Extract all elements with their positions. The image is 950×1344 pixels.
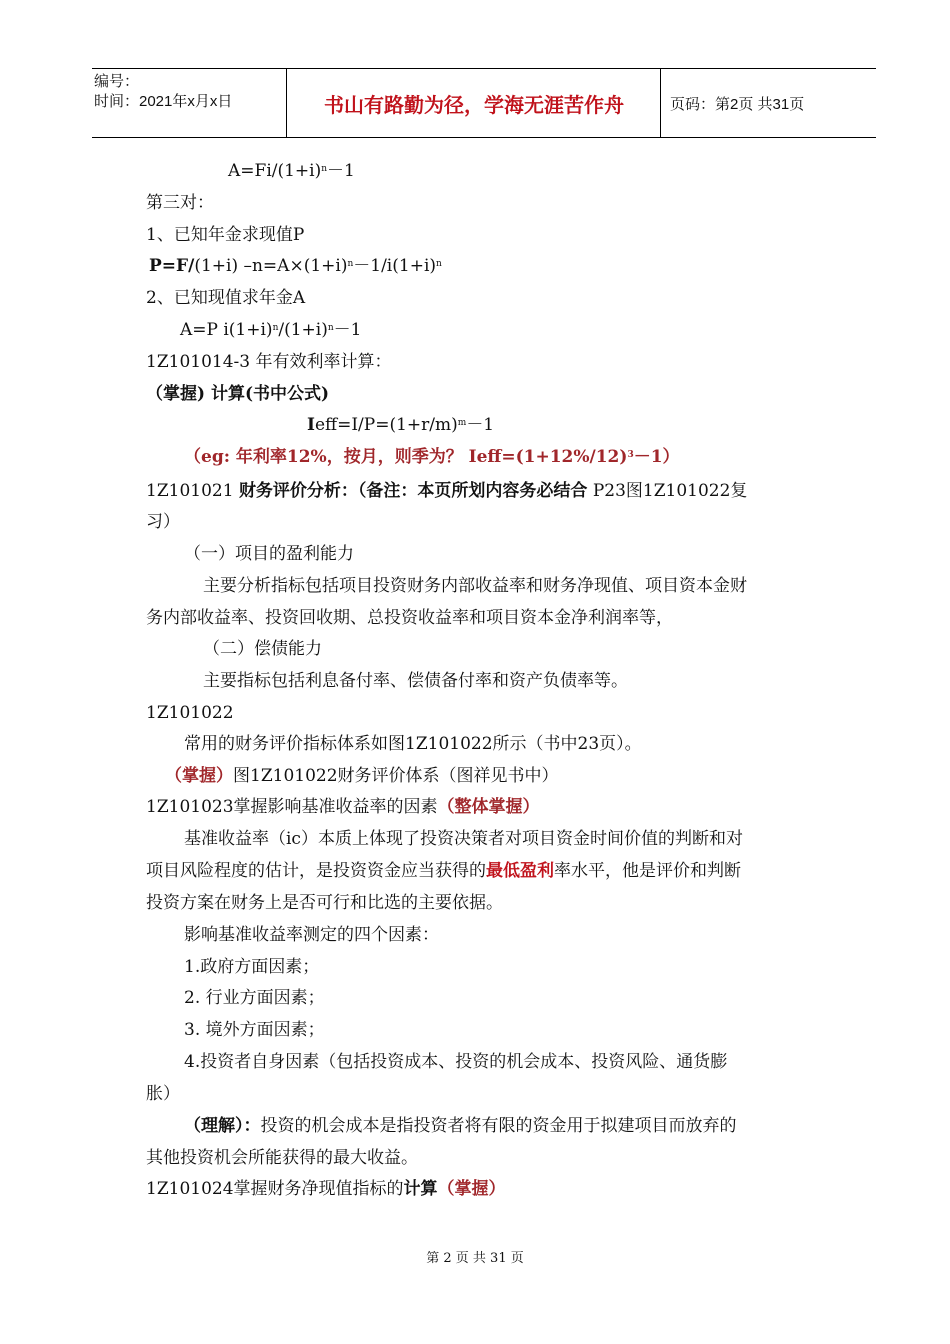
- text-line: 主要指标包括利息备付率、偿债备付率和资产负债率等。: [203, 671, 628, 691]
- text-line: 习）: [146, 512, 180, 532]
- text-line: （理解）：投资的机会成本是指投资者将有限的资金用于拟建项目而放弃的: [184, 1116, 737, 1136]
- formula-line: P=F/(1+i) $-n=A\times(1+i)^n-1/i(1+i)^n$: [149, 256, 442, 276]
- formula-line: A=P $i(1+i)^n/(1+i)^n-1$: [180, 320, 362, 340]
- text-line: 务内部收益率、投资回收期、总投资收益率和项目资本金净利润率等，: [146, 608, 673, 628]
- header-divider: [286, 69, 287, 137]
- list-item: 4.投资者自身因素（包括投资成本、投资的机会成本、投资风险、通货膨: [184, 1052, 728, 1072]
- header-meta: [94, 72, 232, 112]
- text-line: 2、已知现值求年金A: [146, 288, 306, 308]
- text-line: 常用的财务评价指标体系如图1Z101022所示（书中23页）。: [184, 734, 642, 754]
- text-line: 影响基准收益率测定的四个因素：: [184, 925, 439, 945]
- formula-line: $Ieff=I/P=(1+r/m)^m-1$: [307, 415, 495, 435]
- header-page-number: 页码：第2页 共31页: [670, 96, 805, 113]
- text-line: 1Z101014-3 年有效利率计算：: [146, 352, 392, 372]
- text-line: 1Z101022: [146, 703, 234, 723]
- text-line: （二）偿债能力: [203, 639, 322, 659]
- text-line: 1Z101024掌握财务净现值指标的计算（掌握）: [146, 1179, 506, 1199]
- header-code: 编号：: [94, 73, 140, 90]
- list-item: 1.政府方面因素；: [184, 957, 320, 977]
- example-line: （eg: 年利率12%，按月，则季为？ $Ieff=(1+12\%/12)^3-1$）: [184, 447, 680, 467]
- text-line: （一）项目的盈利能力: [184, 544, 354, 564]
- section-label: 第三对：: [146, 193, 214, 213]
- text-line: 其他投资机会所能获得的最大收益。: [146, 1148, 418, 1168]
- text-line: 1Z101021 财务评价分析：（备注：本页所划内容务必结合 P23图1Z101022复: [146, 481, 748, 501]
- header-time: 时间：2021年x月x日: [94, 93, 233, 110]
- text-line: 投资方案在财务上是否可行和比选的主要依据。: [146, 893, 503, 913]
- text-line: 基准收益率（ic）本质上体现了投资决策者对项目资金时间价值的判断和对: [184, 829, 743, 849]
- list-item: 3. 境外方面因素；: [184, 1020, 325, 1040]
- text-line: 项目风险程度的估计，是投资资金应当获得的最低盈利率水平，他是评价和判断: [146, 861, 741, 881]
- text-line: （掌握）图1Z101022财务评价体系（图祥见书中）: [165, 766, 559, 786]
- header-motto: 书山有路勤为径，学海无涯苦作舟: [324, 93, 624, 117]
- formula-line: $A=Fi/(1+i)^n-1$: [228, 161, 355, 181]
- document-header: [92, 68, 876, 138]
- header-divider: [660, 69, 661, 137]
- page-footer: 第 2 页 共 31 页: [426, 1251, 524, 1266]
- text-line: 1、已知年金求现值P: [146, 225, 305, 245]
- list-item: 2. 行业方面因素；: [184, 988, 325, 1008]
- text-line: 胀）: [146, 1084, 180, 1104]
- heading-line: （掌握) 计算(书中公式): [146, 384, 330, 404]
- text-line: 1Z101023掌握影响基准收益率的因素（整体掌握）: [146, 797, 540, 817]
- text-line: 主要分析指标包括项目投资财务内部收益率和财务净现值、项目资本金财: [203, 576, 747, 596]
